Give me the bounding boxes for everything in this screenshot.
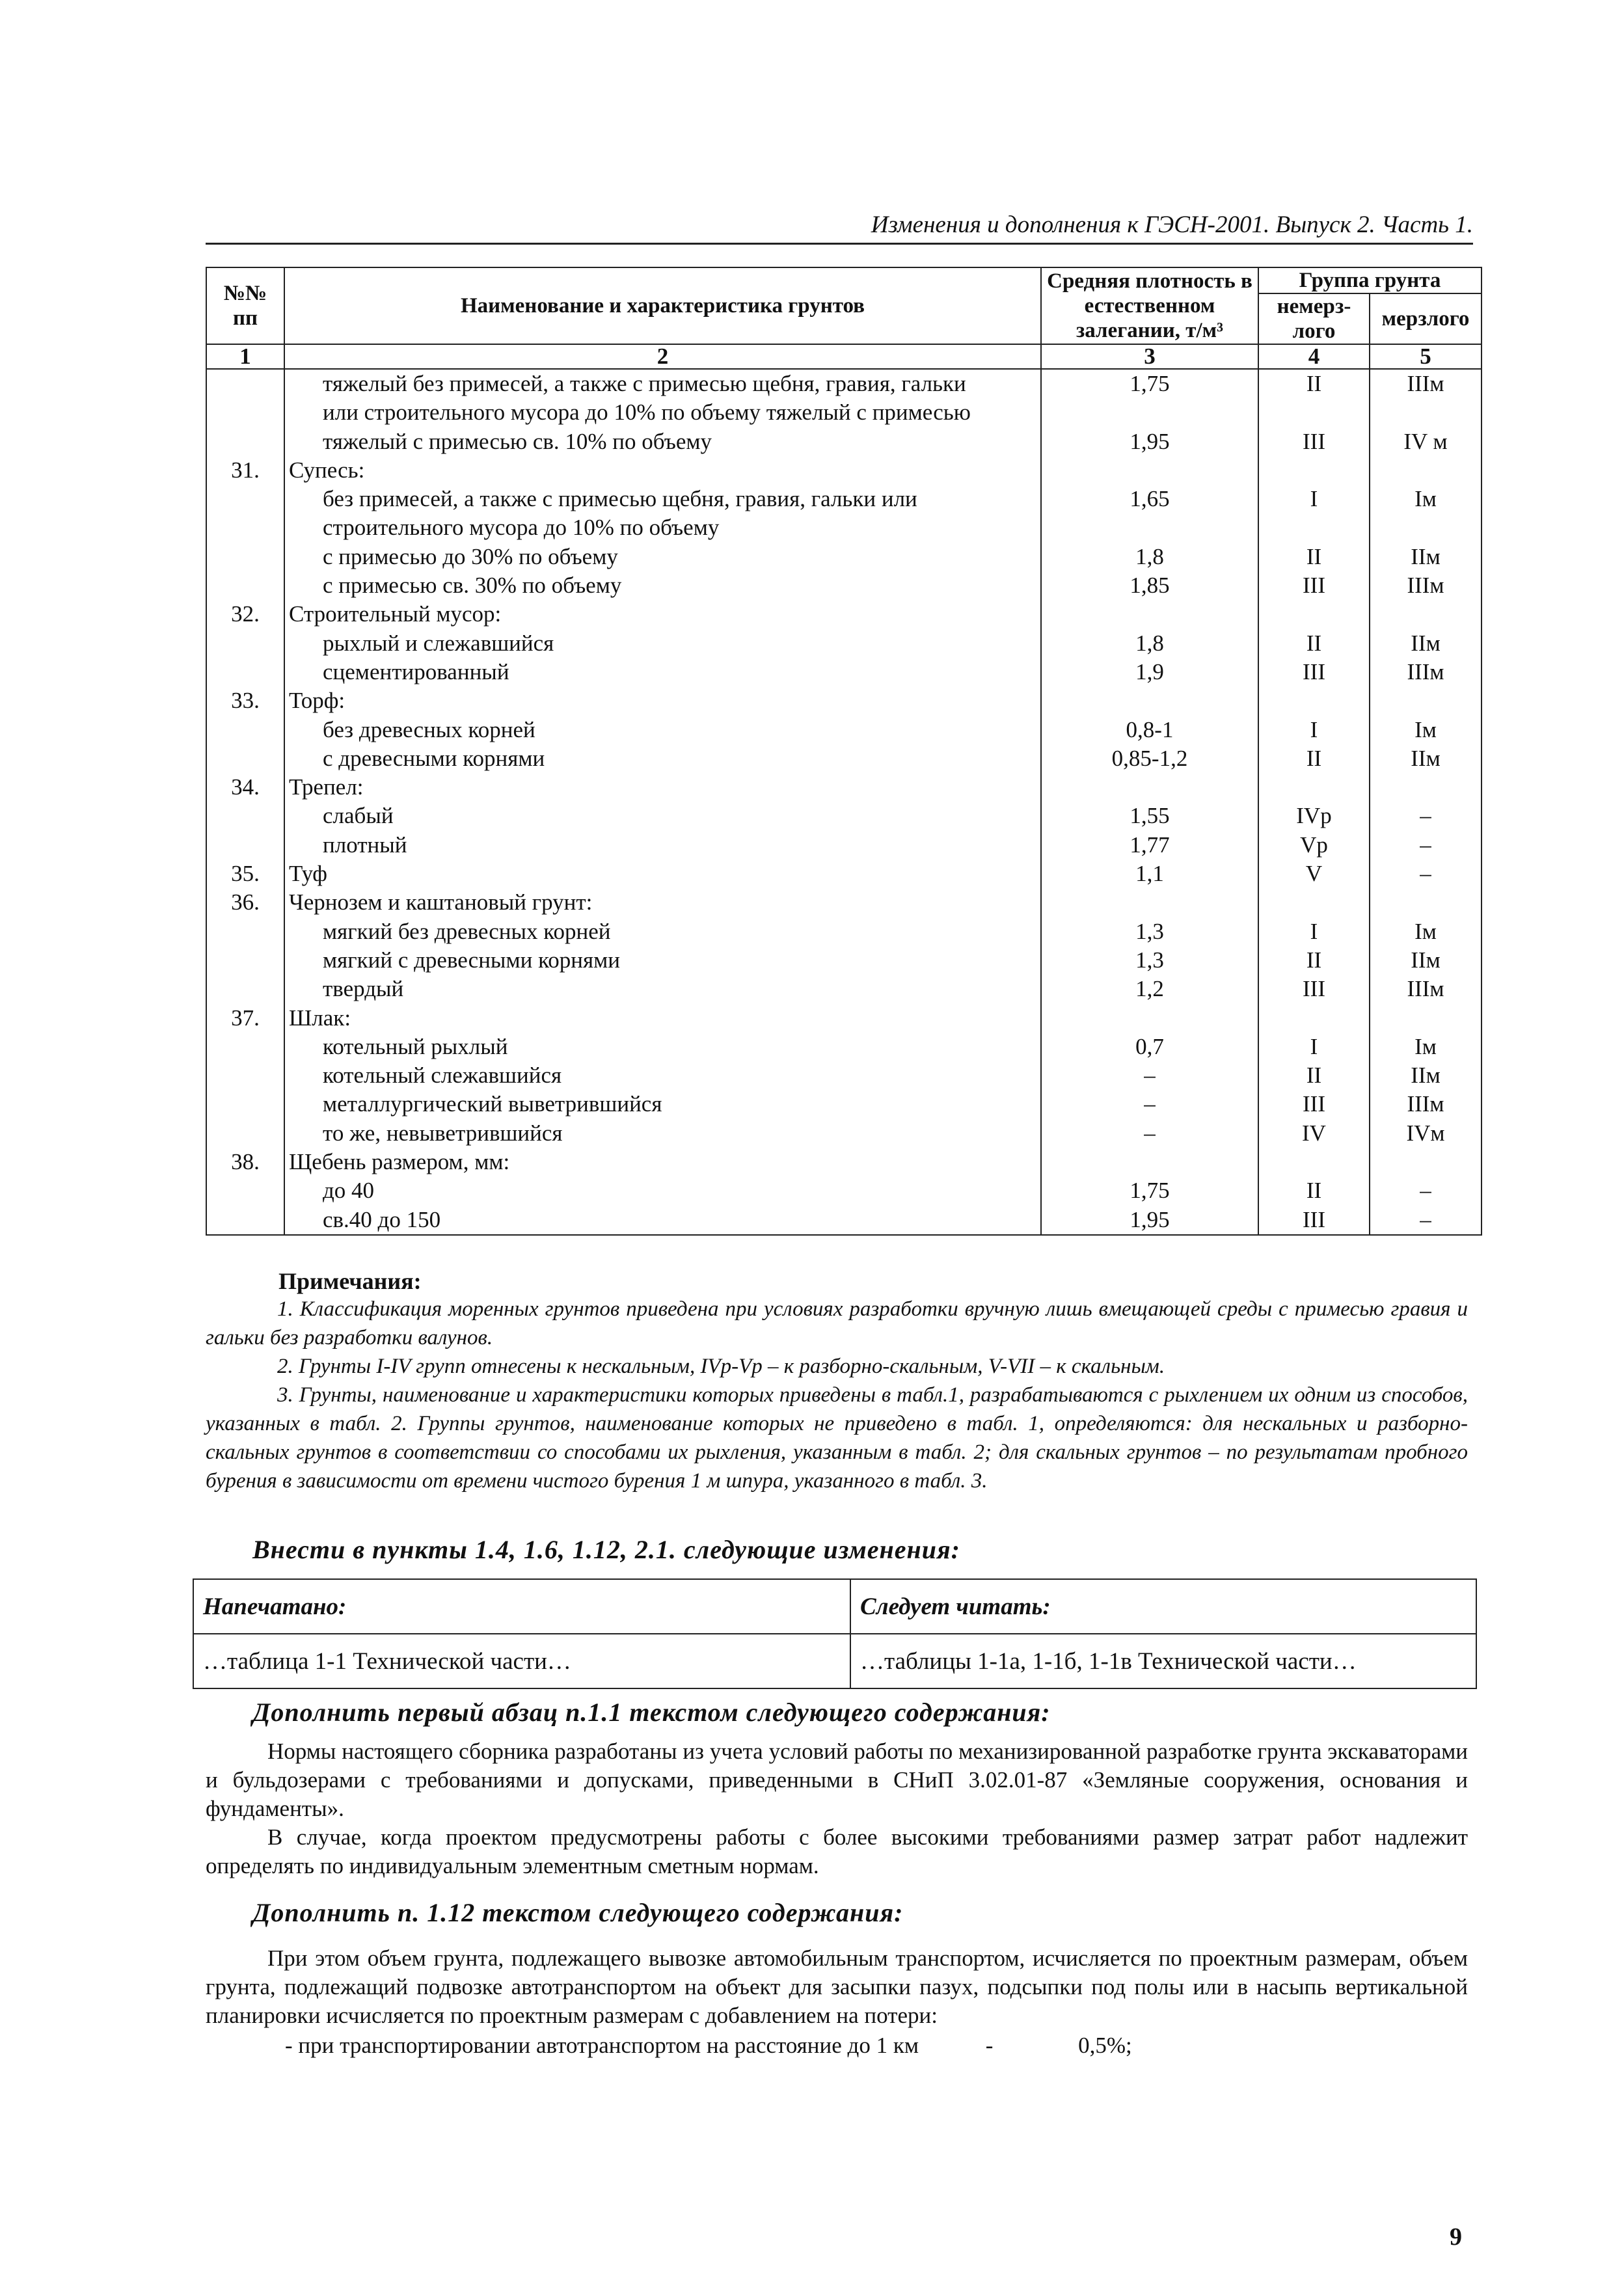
change-table: [193, 1578, 1477, 1689]
group-frozen: IV м: [1370, 427, 1482, 456]
row-number: [206, 946, 284, 975]
density-value: 1,75: [1041, 1176, 1258, 1205]
paragraph-block: [206, 1737, 1468, 1880]
table-row: [206, 1119, 1482, 1148]
group-frozen: [1370, 398, 1482, 427]
soil-name: твердый: [284, 975, 1041, 1003]
row-number: [206, 398, 284, 427]
paragraph: При этом объем грунта, подлежащего вывозке автомобильным транспортом, исчисляется по проектным размерам, объем грунта, подлежащий подвозке автотранспортом на объект для засыпки пазух, подсыпки под полы или в насыпь вертикальной планировки исчисляется по проектным размерам с добавлением на потери:: [206, 1945, 1468, 2028]
group-frozen: [1370, 513, 1482, 542]
group-frozen: IIм: [1370, 543, 1482, 571]
bullet-line: [285, 2033, 1132, 2059]
row-number: [206, 744, 284, 773]
soil-name: Строительный мусор:: [284, 600, 1041, 629]
read-value: …таблицы 1-1а, 1-1б, 1-1в Технической части…: [850, 1634, 1476, 1688]
table-row: [206, 1148, 1482, 1176]
row-number: 33.: [206, 686, 284, 715]
table-row: [206, 686, 1482, 715]
soil-table-body: [206, 369, 1482, 1235]
printed-header: Напечатано:: [193, 1579, 850, 1634]
group-frozen: [1370, 456, 1482, 485]
group-unfrozen: III: [1258, 975, 1370, 1003]
row-number: [206, 1176, 284, 1205]
table-row: [206, 456, 1482, 485]
table-row: [206, 1061, 1482, 1090]
column-number: 3: [1041, 344, 1258, 369]
density-value: 1,2: [1041, 975, 1258, 1003]
soil-name: до 40: [284, 1176, 1041, 1205]
group-unfrozen: IVр: [1258, 802, 1370, 830]
density-value: [1041, 1148, 1258, 1176]
row-number: [206, 975, 284, 1003]
table-row: [206, 773, 1482, 802]
table-row: [206, 744, 1482, 773]
group-frozen: IVм: [1370, 1119, 1482, 1148]
soil-name: котельный рыхлый: [284, 1033, 1041, 1061]
row-number: 36.: [206, 888, 284, 917]
density-value: 1,77: [1041, 831, 1258, 860]
soil-table: [206, 267, 1482, 1236]
table-row: [206, 802, 1482, 830]
row-number: [206, 543, 284, 571]
group-unfrozen: III: [1258, 1206, 1370, 1235]
density-value: [1041, 456, 1258, 485]
row-number: [206, 571, 284, 600]
density-value: 1,85: [1041, 571, 1258, 600]
paragraph-block: [206, 1944, 1468, 2030]
table-row: [206, 571, 1482, 600]
group-frozen: IIм: [1370, 1061, 1482, 1090]
row-number: 31.: [206, 456, 284, 485]
density-value: 1,3: [1041, 917, 1258, 946]
row-number: 32.: [206, 600, 284, 629]
row-number: [206, 1090, 284, 1118]
soil-name: с примесью до 30% по объему: [284, 543, 1041, 571]
row-number: [206, 485, 284, 513]
row-number: 37.: [206, 1004, 284, 1033]
density-value: 1,95: [1041, 427, 1258, 456]
density-value: 0,7: [1041, 1033, 1258, 1061]
group-frozen: IIIм: [1370, 658, 1482, 686]
table-row: [206, 1004, 1482, 1033]
column-number: 4: [1258, 344, 1370, 369]
soil-name: мягкий без древесных корней: [284, 917, 1041, 946]
group-frozen: IIм: [1370, 744, 1482, 773]
density-value: –: [1041, 1119, 1258, 1148]
table-row: [206, 946, 1482, 975]
row-number: [206, 716, 284, 744]
group-frozen: –: [1370, 831, 1482, 860]
column-number-row: [206, 344, 1482, 369]
col-header-density: Средняя плотность в естественном залегании, т/м³: [1041, 267, 1258, 344]
row-number: [206, 658, 284, 686]
group-frozen: –: [1370, 860, 1482, 888]
density-value: 1,9: [1041, 658, 1258, 686]
soil-name: котельный слежавшийся: [284, 1061, 1041, 1090]
density-value: [1041, 398, 1258, 427]
bullet-dash: -: [985, 2033, 994, 2058]
row-number: [206, 831, 284, 860]
row-number: [206, 1061, 284, 1090]
group-unfrozen: I: [1258, 485, 1370, 513]
row-number: [206, 802, 284, 830]
row-number: [206, 629, 284, 658]
table-row: [206, 369, 1482, 398]
paragraph: Нормы настоящего сборника разработаны из учета условий работы по механизированной разработке грунта экскаваторами и бульдозерами с требованиями и допусками, приведенными в СНиП 3.02.01-87 «Земляные сооружения, основания и фундаменты».: [206, 1739, 1468, 1821]
soil-name: рыхлый и слежавшийся: [284, 629, 1041, 658]
group-unfrozen: II: [1258, 744, 1370, 773]
column-number: 5: [1370, 344, 1482, 369]
group-unfrozen: V: [1258, 860, 1370, 888]
group-frozen: –: [1370, 1206, 1482, 1235]
density-value: –: [1041, 1061, 1258, 1090]
group-unfrozen: [1258, 1148, 1370, 1176]
bullet-text: - при транспортировании автотранспортом на расстояние до 1 км: [285, 2033, 919, 2058]
page-number: 9: [1450, 2223, 1462, 2251]
group-unfrozen: III: [1258, 427, 1370, 456]
paragraph: В случае, когда проектом предусмотрены работы с более высокими требованиями размер затрат работ надлежит определять по индивидуальным элементным сметным нормам.: [206, 1824, 1468, 1878]
printed-value: …таблица 1-1 Технической части…: [193, 1634, 850, 1688]
soil-name: то же, невыветрившийся: [284, 1119, 1041, 1148]
soil-name: Трепел:: [284, 773, 1041, 802]
row-number: [206, 427, 284, 456]
bullet-value: 0,5%;: [1078, 2033, 1132, 2058]
group-frozen: [1370, 773, 1482, 802]
table-row: [206, 485, 1482, 513]
row-number: 34.: [206, 773, 284, 802]
density-value: –: [1041, 1090, 1258, 1118]
table-row: [206, 716, 1482, 744]
running-header: Изменения и дополнения к ГЭСН-2001. Выпуск 2. Часть 1.: [206, 211, 1473, 245]
density-value: 1,8: [1041, 543, 1258, 571]
column-number: 1: [206, 344, 284, 369]
table-row: [206, 1176, 1482, 1205]
table-row: [206, 1206, 1482, 1235]
group-frozen: IIIм: [1370, 975, 1482, 1003]
soil-name: с древесными корнями: [284, 744, 1041, 773]
soil-name: Туф: [284, 860, 1041, 888]
group-unfrozen: [1258, 1004, 1370, 1033]
group-frozen: IIIм: [1370, 369, 1482, 398]
group-unfrozen: II: [1258, 543, 1370, 571]
group-unfrozen: I: [1258, 716, 1370, 744]
soil-name: мягкий с древесными корнями: [284, 946, 1041, 975]
group-unfrozen: [1258, 600, 1370, 629]
density-value: [1041, 773, 1258, 802]
column-number: 2: [284, 344, 1041, 369]
soil-name: св.40 до 150: [284, 1206, 1041, 1235]
group-unfrozen: [1258, 398, 1370, 427]
group-unfrozen: II: [1258, 629, 1370, 658]
group-unfrozen: [1258, 888, 1370, 917]
density-value: 1,1: [1041, 860, 1258, 888]
table-row: [206, 543, 1482, 571]
soil-name: металлургический выветрившийся: [284, 1090, 1041, 1118]
row-number: [206, 1033, 284, 1061]
soil-name: строительного мусора до 10% по объему: [284, 513, 1041, 542]
row-number: [206, 1206, 284, 1235]
density-value: [1041, 600, 1258, 629]
group-frozen: Iм: [1370, 917, 1482, 946]
note-item: 2. Грунты I-IV групп отнесены к нескальным, IVр-Vр – к разборно-скальным, V-VII – к скальным.: [277, 1355, 1165, 1378]
table-row: [206, 427, 1482, 456]
soil-name: Чернозем и каштановый грунт:: [284, 888, 1041, 917]
density-value: 1,3: [1041, 946, 1258, 975]
group-unfrozen: III: [1258, 571, 1370, 600]
group-frozen: [1370, 1004, 1482, 1033]
table-row: [206, 831, 1482, 860]
soil-name: Щебень размером, мм:: [284, 1148, 1041, 1176]
group-frozen: Iм: [1370, 485, 1482, 513]
col-header-num: №№ пп: [206, 267, 284, 344]
density-value: [1041, 1004, 1258, 1033]
soil-name: Шлак:: [284, 1004, 1041, 1033]
soil-name: без древесных корней: [284, 716, 1041, 744]
group-unfrozen: [1258, 513, 1370, 542]
col-header-group: Группа грунта: [1258, 267, 1482, 293]
col-header-name: Наименование и характеристика грунтов: [284, 267, 1041, 344]
group-frozen: [1370, 686, 1482, 715]
row-number: [206, 369, 284, 398]
group-frozen: –: [1370, 1176, 1482, 1205]
notes: [206, 1295, 1468, 1495]
table-row: [206, 629, 1482, 658]
density-value: 0,8-1: [1041, 716, 1258, 744]
group-unfrozen: I: [1258, 1033, 1370, 1061]
group-unfrozen: III: [1258, 658, 1370, 686]
table-row: [206, 513, 1482, 542]
col-header-frozen: мерзлого: [1370, 293, 1482, 344]
table-row: [206, 1090, 1482, 1118]
table-row: [206, 600, 1482, 629]
density-value: [1041, 686, 1258, 715]
row-number: [206, 1119, 284, 1148]
table-row: [206, 658, 1482, 686]
group-frozen: [1370, 600, 1482, 629]
group-frozen: IIм: [1370, 629, 1482, 658]
soil-name: тяжелый с примесью св. 10% по объему: [284, 427, 1041, 456]
density-value: 0,85-1,2: [1041, 744, 1258, 773]
density-value: 1,65: [1041, 485, 1258, 513]
group-unfrozen: II: [1258, 946, 1370, 975]
density-value: 1,95: [1041, 1206, 1258, 1235]
soil-name: сцементированный: [284, 658, 1041, 686]
density-value: 1,75: [1041, 369, 1258, 398]
row-number: 38.: [206, 1148, 284, 1176]
soil-name: Супесь:: [284, 456, 1041, 485]
group-frozen: Iм: [1370, 716, 1482, 744]
group-frozen: IIIм: [1370, 1090, 1482, 1118]
table-row: [206, 975, 1482, 1003]
density-value: 1,8: [1041, 629, 1258, 658]
group-unfrozen: I: [1258, 917, 1370, 946]
col-header-unfrozen: немерз-лого: [1258, 293, 1370, 344]
soil-name: плотный: [284, 831, 1041, 860]
read-header: Следует читать:: [850, 1579, 1476, 1634]
group-unfrozen: [1258, 686, 1370, 715]
group-unfrozen: III: [1258, 1090, 1370, 1118]
group-unfrozen: Vр: [1258, 831, 1370, 860]
soil-name: Торф:: [284, 686, 1041, 715]
soil-name: слабый: [284, 802, 1041, 830]
group-frozen: IIIм: [1370, 571, 1482, 600]
density-value: 1,55: [1041, 802, 1258, 830]
table-row: [206, 888, 1482, 917]
table-row: [206, 1033, 1482, 1061]
group-frozen: IIм: [1370, 946, 1482, 975]
notes-title: Примечания:: [278, 1268, 422, 1294]
section-heading: Внести в пункты 1.4, 1.6, 1.12, 2.1. следующие изменения:: [252, 1535, 960, 1564]
group-unfrozen: [1258, 456, 1370, 485]
group-frozen: Iм: [1370, 1033, 1482, 1061]
group-frozen: [1370, 1148, 1482, 1176]
soil-name: с примесью св. 30% по объему: [284, 571, 1041, 600]
soil-name: тяжелый без примесей, а также с примесью щебня, гравия, гальки: [284, 369, 1041, 398]
group-frozen: –: [1370, 802, 1482, 830]
table-row: [206, 917, 1482, 946]
table-row: [206, 860, 1482, 888]
group-unfrozen: II: [1258, 1061, 1370, 1090]
density-value: [1041, 513, 1258, 542]
row-number: [206, 917, 284, 946]
row-number: 35.: [206, 860, 284, 888]
note-item: 3. Грунты, наименование и характеристики которых приведены в табл.1, разрабатываются с рыхлением их одним из способов, указанных в табл. 2. Группы грунтов, наименование которых не приведено в табл. 1, определяются: для нескальных и разборно-скальных грунтов в соответствии со способами их рыхления, указанным в табл. 2; для скальных грунтов – по результатам пробного бурения в зависимости от времени чистого бурения 1 м шпура, указанного в табл. 3.: [206, 1383, 1468, 1493]
table-row: [206, 398, 1482, 427]
group-unfrozen: II: [1258, 369, 1370, 398]
density-value: [1041, 888, 1258, 917]
section-heading: Дополнить п. 1.12 текстом следующего содержания:: [252, 1898, 904, 1927]
soil-name: без примесей, а также с примесью щебня, гравия, гальки или: [284, 485, 1041, 513]
note-item: 1. Классификация моренных грунтов приведена при условиях разработки вручную лишь вмещающей среды с примесью гравия и гальки без разработки валунов.: [206, 1297, 1468, 1349]
soil-name: или строительного мусора до 10% по объему тяжелый с примесью: [284, 398, 1041, 427]
group-unfrozen: [1258, 773, 1370, 802]
group-frozen: [1370, 888, 1482, 917]
group-unfrozen: II: [1258, 1176, 1370, 1205]
row-number: [206, 513, 284, 542]
section-heading: Дополнить первый абзац п.1.1 текстом следующего содержания:: [252, 1698, 1051, 1727]
group-unfrozen: IV: [1258, 1119, 1370, 1148]
